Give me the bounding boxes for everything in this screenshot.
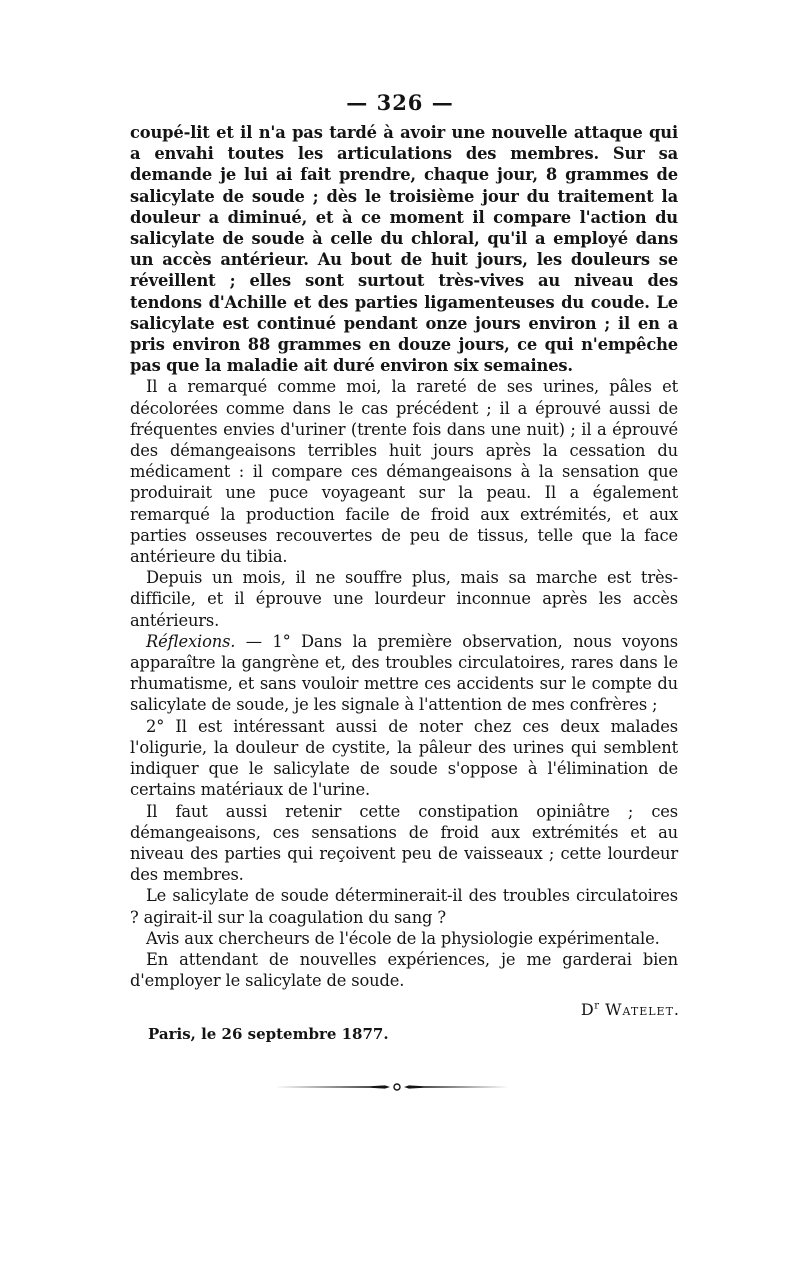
paragraph-depuis: Depuis un mois, il ne souffre plus, mais sa marche est très-difficile, et il éprouve une lourdeur inconnue après les accès antérieurs. xyxy=(130,568,678,630)
end-ornament xyxy=(275,1082,515,1092)
page-number: — 326 — xyxy=(346,90,454,115)
reflexions-text: — 1° Dans la première observation, nous voyons apparaître la gangrène et, des troubles circulatoires, rares dans le rhumatisme, et sans vouloir mettre ces accidents sur le compte du salicylate de soude, je les signale à l'attention de mes confrères ; xyxy=(130,631,678,715)
paragraph-point-2: 2° Il est intéressant aussi de noter chez ces deux malades l'oligurie, la douleur de cystite, la pâleur des urines qui semblent indiquer que le salicylate de soude s'oppose à l'élimination de certains matériaux de l'urine. xyxy=(130,716,678,800)
signature-sup: r xyxy=(594,1000,600,1012)
dateline: Paris, le 26 septembre 1877. xyxy=(148,1025,389,1043)
reflexions-label: Réflexions. xyxy=(146,631,236,651)
body-text xyxy=(130,122,678,991)
paragraph-question: Le salicylate de soude déterminerait-il des troubles circulatoires ? agirait-il sur la coagulation du sang ? xyxy=(130,886,678,927)
paragraph-avis: Avis aux chercheurs de l'école de la physiologie expérimentale. xyxy=(146,928,660,948)
signature-prefix: D xyxy=(580,1000,595,1019)
signature-name: Watelet. xyxy=(605,1000,680,1019)
paragraph-continuation: coupé-lit et il n'a pas tardé à avoir une nouvelle attaque qui a envahi toutes les articulations des membres. Sur sa demande je lui ai fait prendre, chaque jour, 8 grammes de salicylate de soude ; dès le troisième jour du traitement la douleur a diminué, et à ce moment il compare l'action du salicylate de soude à celle du chloral, qu'il a employé dans un accès antérieur. Au bout de huit jours, les douleurs se réveillent ; elles sont surtout très-vives au niveau des tendons d'Achille et des parties ligamenteuses du coude. Le salicylate est continué pendant onze jours environ ; il en a pris environ 88 grammes en douze jours, ce qui n'empêche pas que la maladie ait duré environ six semaines. xyxy=(130,123,678,376)
paragraph-conclusion: En attendant de nouvelles expériences, je me garderai bien d'employer le salicylate de soude. xyxy=(130,949,678,991)
paragraph-urines: Il a remarqué comme moi, la rareté de ses urines, pâles et décolorées comme dans le cas précédent ; il a éprouvé aussi de fréquentes envies d'uriner (trente fois dans une nuit) ; il a éprouvé des démangeaisons terribles huit jours après la cessation du médicament : il compare ces démangeaisons à la sensation que produirait une puce voyageant sur la peau. Il a également remarqué la production facile de froid aux extrémités, et aux parties osseuses recouvertes de peu de tissus, telle que la face antérieure du tibia. xyxy=(130,377,678,567)
paragraph-retenir: Il faut aussi retenir cette constipation opiniâtre ; ces démangeaisons, ces sensations de froid aux extrémités et au niveau des parties qui reçoivent peu de vaisseaux ; cette lourdeur des membres. xyxy=(130,801,678,885)
author-signature xyxy=(480,1000,680,1019)
paragraph-reflexions xyxy=(130,631,678,716)
